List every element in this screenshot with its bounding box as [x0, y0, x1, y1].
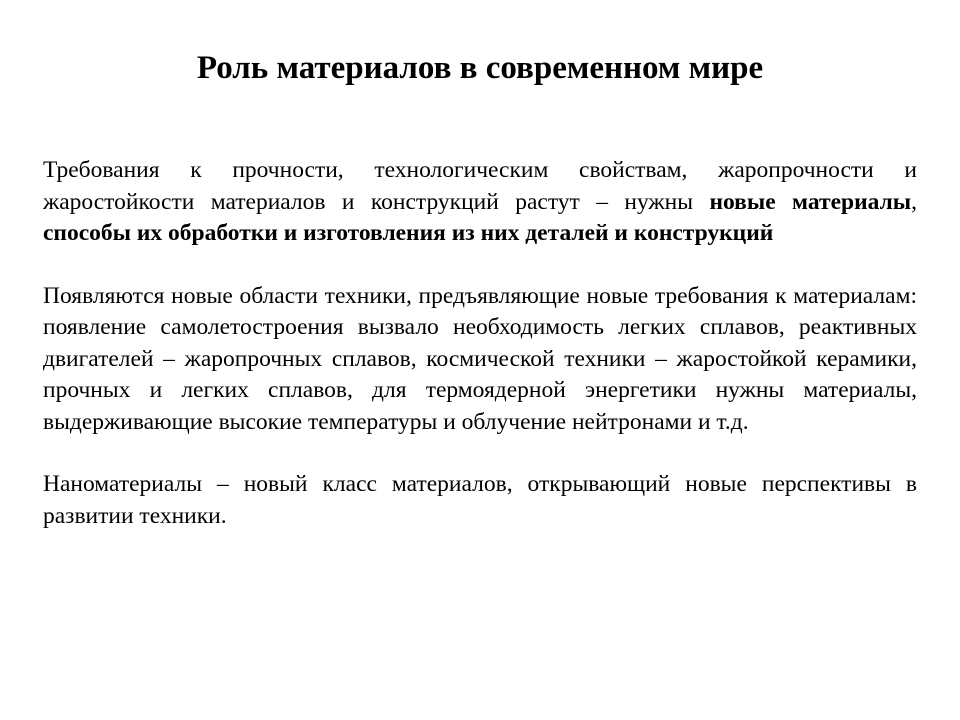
- new-materials-emphasis: новые материалы: [709, 188, 912, 215]
- requirements-text: Требования к прочности, технологическим свойствам, жаропрочности и жаростойкости материалов и конструкций растут – нужны: [43, 157, 917, 215]
- slide-body: [43, 155, 917, 532]
- processing-methods-emphasis: способы их обработки и изготовления из них деталей и конструкций: [43, 220, 774, 246]
- separator-text: ,: [911, 188, 917, 215]
- paragraph-new-fields: Появляются новые области техники, предъявляющие новые требования к материалам: появление самолетостроения вызвало необходимость легких сплавов, реактивных двигателей – жаропрочных сплавов, космической техники – жаростойкой керамики, прочных и легких сплавов, для термоядерной энергетики нужны материалы, выдерживающие высокие температуры и облучение нейтронами и т.д.: [43, 282, 917, 435]
- slide-title: Роль материалов в современном мире: [196, 50, 764, 86]
- paragraph-requirements: [43, 155, 917, 250]
- paragraph-nanomaterials: Наноматериалы – новый класс материалов, открывающий новые перспективы в развитии техники.: [43, 471, 917, 529]
